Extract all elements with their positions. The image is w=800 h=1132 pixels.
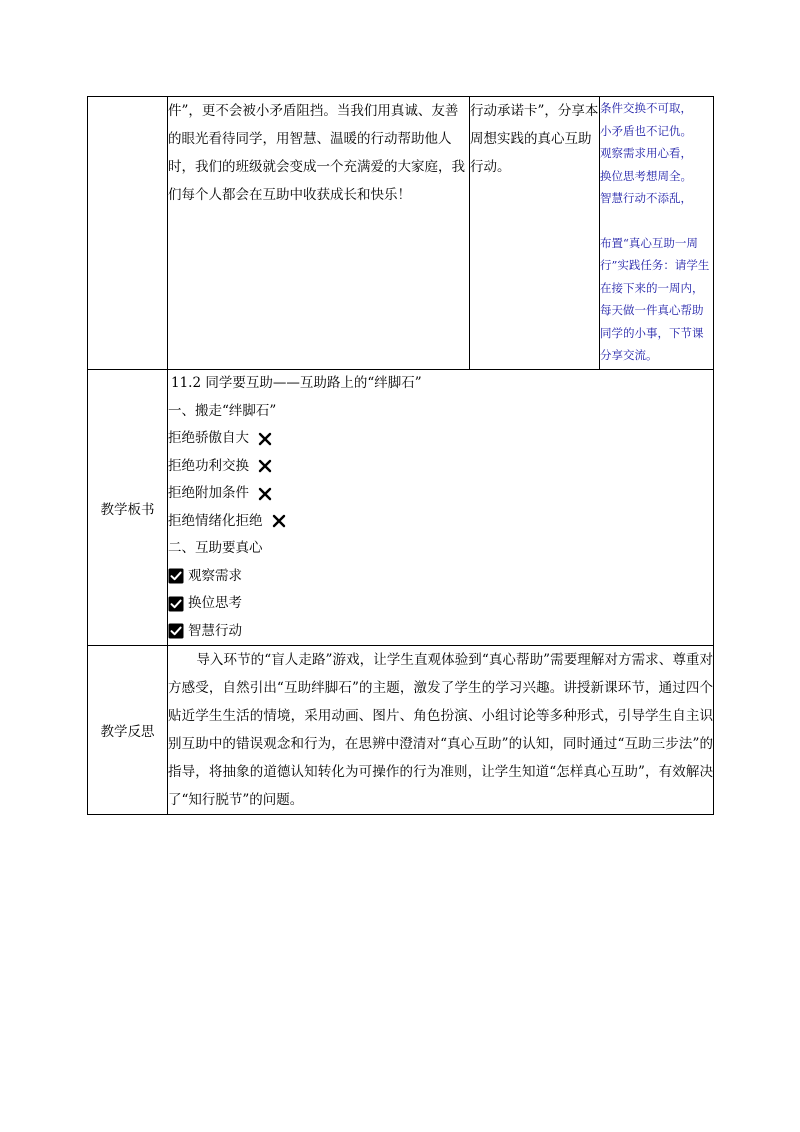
reject-item [168, 508, 713, 536]
note-verse-line: 换位思考想周全。 [600, 168, 692, 183]
check-item [168, 563, 713, 591]
lesson-plan-table [87, 96, 714, 815]
board-content-cell [168, 370, 714, 646]
board-title: 11.2 同学要互助——互助路上的“绊脚石” [171, 375, 422, 391]
note-verse-line: 观察需求用心看， [600, 146, 692, 160]
note-verse-line: 小矛盾也不记仇。 [600, 123, 692, 138]
cross-mark-icon [257, 458, 273, 474]
empty-label-cell [88, 97, 168, 370]
cross-mark-icon [271, 513, 287, 529]
reflection-text: 导入环节的“盲人走路”游戏，让学生直观体验到“真心帮助”需要理解对方需求、尊重对方感受，自然引出“互助绊脚石”的主题，激发了学生的学习兴趣。讲授新课环节，通过四个贴近学生生活的情境，采用动画、图片、角色扮演、小组讨论等多种形式，引导学生自主识别互助中的错误观念和行为，在思辨中澄清对“真心互助”的认知，同时通过“互助三步法”的指导，将抽象的道德认知转化为可操作的行为准则，让学生知道“怎样真心互助”，有效解决了“知行脱节”的问题。 [168, 652, 713, 808]
student-activity-text: 行动承诺卡”，分享本周想实践的真心互助行动。 [470, 103, 599, 175]
student-activity-cell [470, 97, 600, 370]
board-section-2: 二、互助要真心 [168, 540, 263, 556]
summary-row [88, 97, 714, 370]
reject-item [168, 480, 713, 508]
reject-item [168, 425, 713, 453]
teacher-summary-cell [168, 97, 470, 370]
reject-item-label: 拒绝情绪化拒绝 [168, 512, 263, 529]
checkbox-checked-icon [168, 596, 184, 612]
board-section-1: 一、搬走“绊脚石” [168, 402, 277, 419]
check-item-label: 观察需求 [188, 567, 242, 584]
note-task-text: 布置“真心互助一周行”实践任务：请学生在接下来的一周内，每天做一件真心帮助同学的小事，下节课分享交流。 [600, 235, 710, 362]
reflection-content-cell [168, 646, 714, 815]
checkbox-checked-icon [168, 623, 184, 639]
board-label: 教学板书 [100, 501, 155, 518]
note-verse-line: 条件交换不可取， [600, 101, 692, 115]
check-item [168, 590, 713, 618]
reject-item-label: 拒绝骄傲自大 [168, 430, 249, 446]
teacher-summary-text: 件”，更不会被小矛盾阻挡。当我们用真诚、友善的眼光看待同学，用智慧、温暖的行动帮助他人时，我们的班级就会变成一个充满爱的大家庭，我们每个人都会在互助中收获成长和快乐！ [168, 103, 465, 203]
reflection-label: 教学反思 [100, 724, 155, 740]
check-item-label: 换位思考 [188, 595, 242, 611]
check-item-label: 智慧行动 [188, 622, 242, 639]
reflection-label-cell [88, 646, 168, 815]
design-notes-cell [600, 97, 714, 370]
board-row [88, 370, 714, 646]
board-label-cell [88, 370, 168, 646]
check-item [168, 618, 713, 646]
reject-item-label: 拒绝功利交换 [168, 457, 249, 474]
cross-mark-icon [257, 431, 273, 447]
reject-item-label: 拒绝附加条件 [168, 485, 249, 501]
cross-mark-icon [257, 486, 273, 502]
checkbox-checked-icon [168, 568, 184, 584]
note-verse-line: 智慧行动不添乱， [600, 191, 692, 205]
reject-item [168, 453, 713, 481]
reflection-row [88, 646, 714, 815]
